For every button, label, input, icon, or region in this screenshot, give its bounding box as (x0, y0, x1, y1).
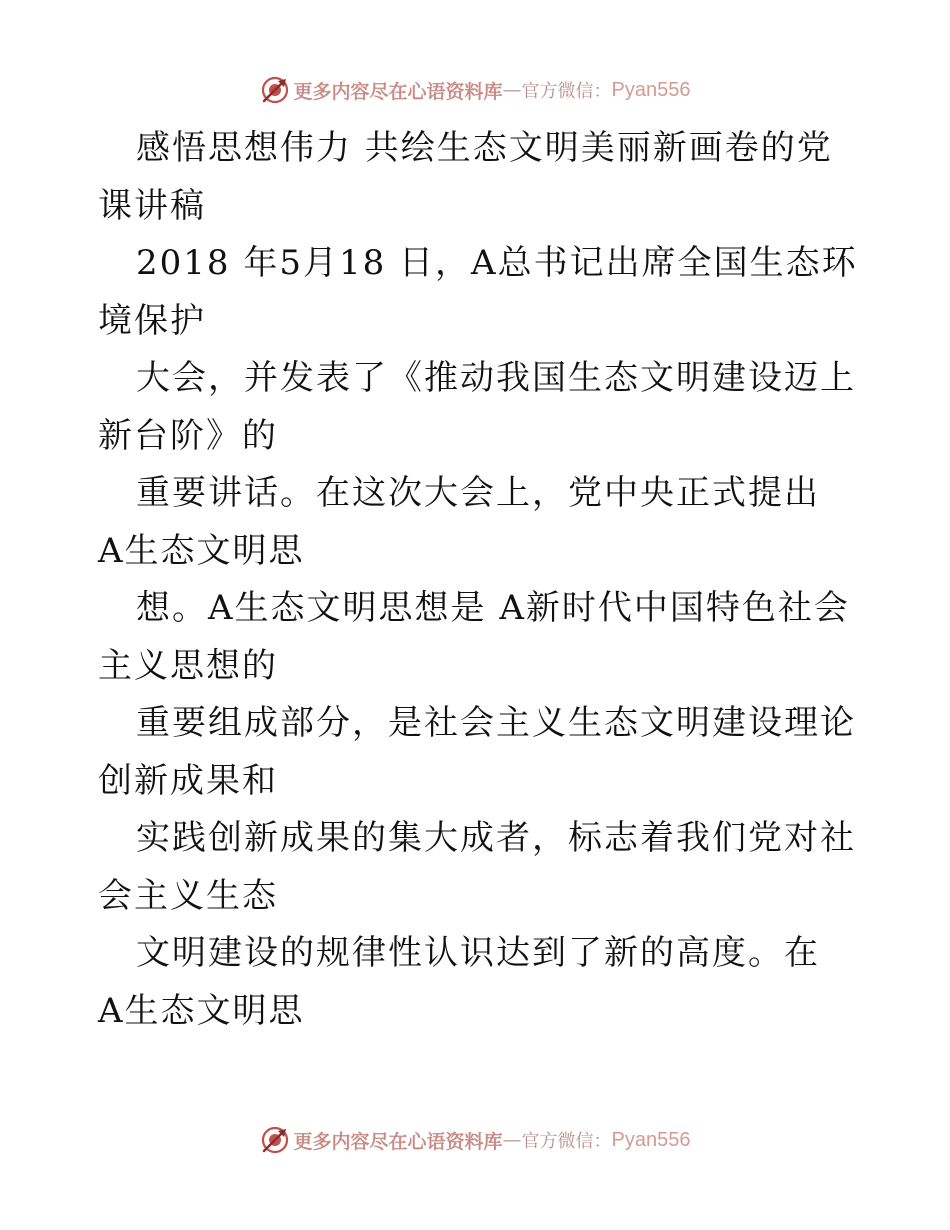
paragraph: 重要讲话。在这次大会上，党中央正式提出 A生态文明思 (98, 473, 820, 571)
paragraph: 想。A生态文明思想是 A新时代中国特色社会主义思想的 (98, 588, 850, 686)
watermark-label: 官方微信： (521, 81, 612, 102)
header-watermark (0, 70, 950, 110)
paragraph: 实践创新成果的集大成者，标志着我们党对社会主义生态 (98, 818, 856, 916)
footer-watermark (0, 1120, 950, 1160)
watermark-label: 官方微信： (521, 1131, 612, 1152)
paragraph: 大会，并发表了《推动我国生态文明建设迈上新台阶》的 (98, 358, 856, 456)
paragraph: 文明建设的规律性认识达到了新的高度。在 A生态文明思 (98, 933, 820, 1031)
watermark-wechat-id: Pyan556 (611, 1128, 691, 1151)
watermark-separator: — (502, 79, 522, 101)
document-body (98, 120, 858, 1040)
paragraph: 重要组成部分，是社会主义生态文明建设理论创新成果和 (98, 703, 856, 801)
paragraph: 2018 年5月18 日，A总书记出席全国生态环境保护 (98, 243, 858, 341)
watermark-brand: 更多内容尽在心语资料库 (293, 80, 503, 103)
paragraph: 感悟思想伟力 共绘生态文明美丽新画卷的党课讲稿 (98, 128, 833, 226)
watermark-separator: — (502, 1129, 522, 1151)
quill-seal-icon (260, 75, 290, 105)
watermark-wechat-id: Pyan556 (611, 78, 691, 101)
watermark-brand: 更多内容尽在心语资料库 (293, 1130, 503, 1153)
quill-seal-icon (260, 1125, 290, 1155)
